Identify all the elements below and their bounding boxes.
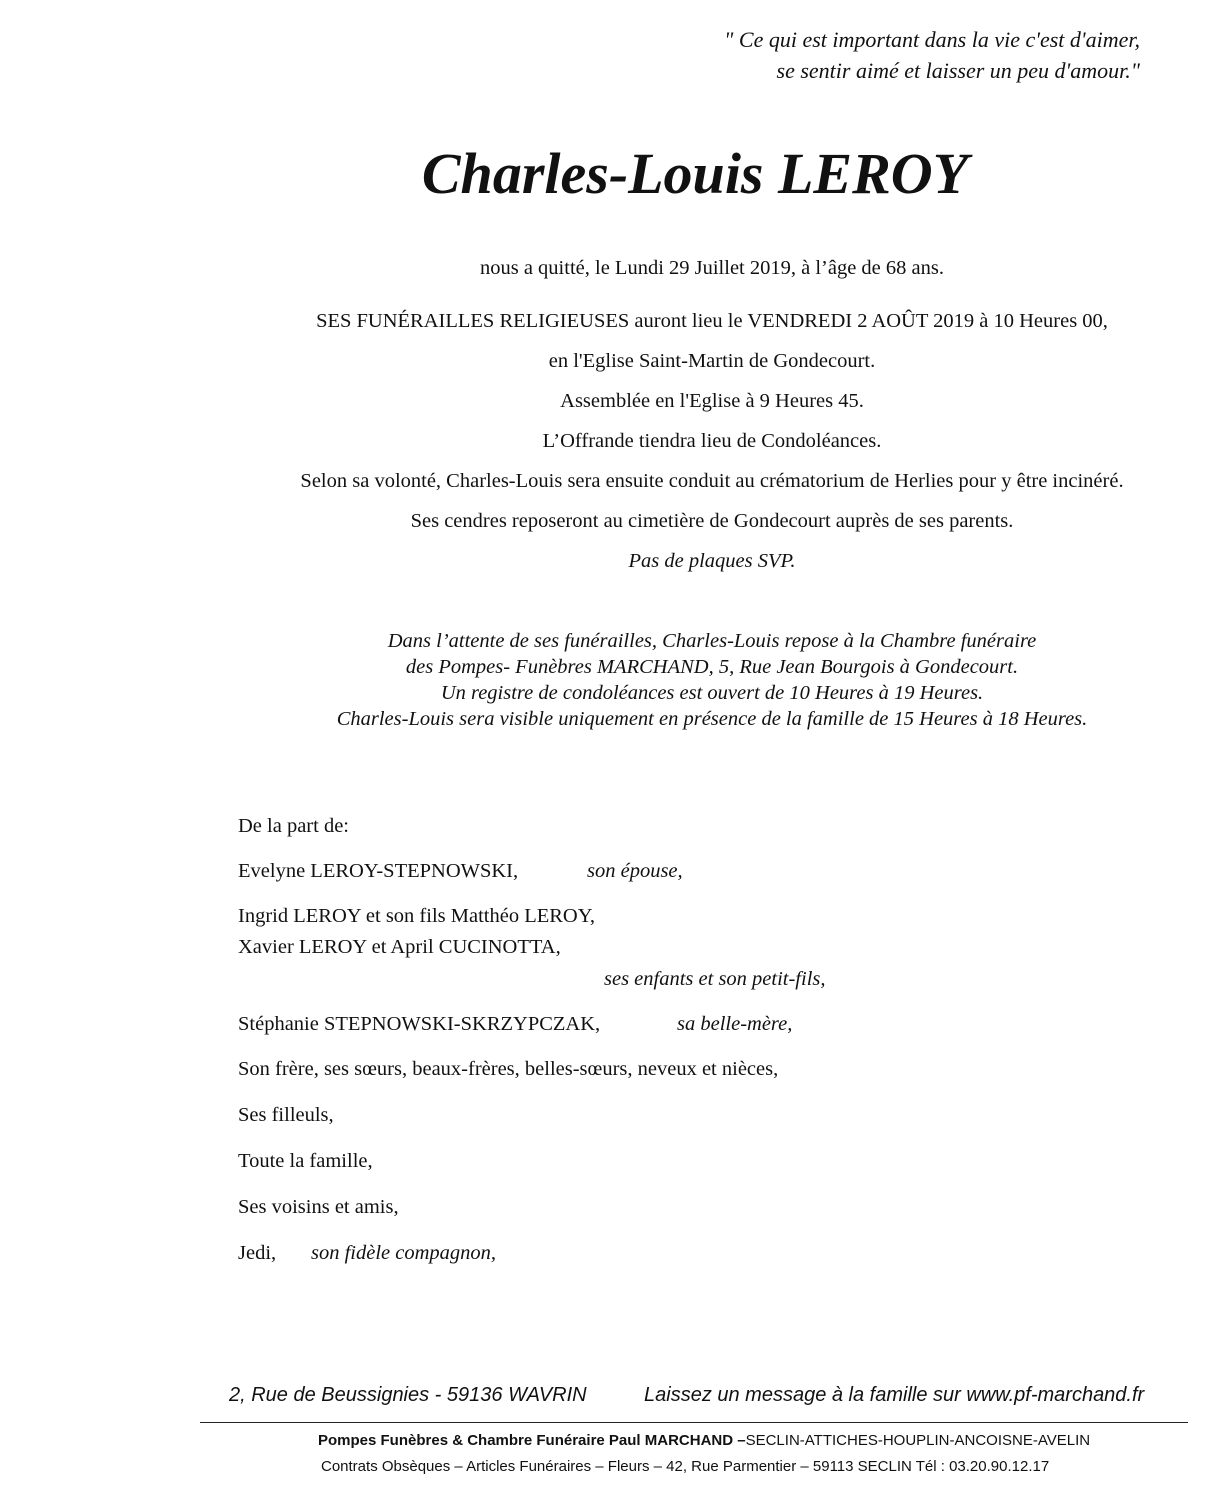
- rest-line-2: des Pompes- Funèbres MARCHAND, 5, Rue Jean Bourgois à Gondecourt.: [405, 656, 1019, 678]
- footer-divider: [200, 1422, 1188, 1423]
- company-services: Contrats Obsèques – Articles Funéraires – Fleurs – 42, Rue Parmentier – 59113 SECLIN Tél : 03.20.90.12.17: [321, 1458, 1050, 1475]
- all-family-line: Toute la famille,: [238, 1150, 373, 1172]
- mother-in-law-name: Stéphanie STEPNOWSKI-SKRZYPCZAK,: [238, 1013, 601, 1035]
- footer-address: 2, Rue de Beussignies - 59136 WAVRIN: [229, 1384, 587, 1406]
- rest-line-1: Dans l’attente de ses funérailles, Charles-Louis repose à la Chambre funéraire: [387, 630, 1037, 652]
- child-line-1: Ingrid LEROY et son fils Matthéo LEROY,: [238, 905, 596, 927]
- godchildren-line: Ses filleuls,: [238, 1104, 334, 1126]
- company-line: [318, 1432, 1090, 1449]
- siblings-line: Son frère, ses sœurs, beaux-frères, belles-sœurs, neveux et nièces,: [238, 1058, 779, 1080]
- neighbours-line: Ses voisins et amis,: [238, 1196, 399, 1218]
- pet-role: son fidèle compagnon,: [311, 1242, 497, 1264]
- deceased-name: Charles-Louis LEROY: [421, 141, 969, 206]
- funeral-line-3: Assemblée en l'Eglise à 9 Heures 45.: [560, 390, 864, 412]
- child-line-2: Xavier LEROY et April CUCINOTTA,: [238, 936, 561, 958]
- quote-line-2: se sentir aimé et laisser un peu d'amour.": [776, 58, 1140, 83]
- quote-line-1: " Ce qui est important dans la vie c'est d'aimer,: [724, 27, 1140, 52]
- funeral-line-1: SES FUNÉRAILLES RELIGIEUSES auront lieu le VENDREDI 2 AOÛT 2019 à 10 Heures 00,: [316, 310, 1108, 332]
- company-name: Pompes Funèbres & Chambre Funéraire Paul MARCHAND –: [318, 1432, 746, 1449]
- family-intro: De la part de:: [238, 815, 349, 837]
- rest-line-4: Charles-Louis sera visible uniquement en présence de la famille de 15 Heures à 18 Heures.: [336, 708, 1088, 730]
- funeral-line-6: Ses cendres reposeront au cimetière de Gondecourt auprès de ses parents.: [410, 510, 1014, 532]
- funeral-line-4: L’Offrande tiendra lieu de Condoléances.: [542, 430, 882, 452]
- footer-message[interactable]: Laissez un message à la famille sur www.pf-marchand.fr: [644, 1384, 1145, 1406]
- mother-in-law-role: sa belle-mère,: [677, 1013, 793, 1035]
- pet-name: Jedi,: [238, 1242, 277, 1264]
- rest-line-3: Un registre de condoléances est ouvert de 10 Heures à 19 Heures.: [440, 682, 984, 704]
- spouse-role: son épouse,: [587, 860, 683, 882]
- funeral-line-5: Selon sa volonté, Charles-Louis sera ensuite conduit au crématorium de Herlies pour y être incinéré.: [300, 470, 1124, 492]
- no-plaques-note: Pas de plaques SVP.: [628, 550, 796, 572]
- death-announcement: nous a quitté, le Lundi 29 Juillet 2019, à l’âge de 68 ans.: [479, 257, 944, 279]
- children-role: ses enfants et son petit-fils,: [604, 968, 826, 990]
- funeral-line-2: en l'Eglise Saint-Martin de Gondecourt.: [548, 350, 876, 372]
- company-towns: SECLIN-ATTICHES-HOUPLIN-ANCOISNE-AVELIN: [745, 1432, 1091, 1449]
- spouse-name: Evelyne LEROY-STEPNOWSKI,: [238, 860, 519, 882]
